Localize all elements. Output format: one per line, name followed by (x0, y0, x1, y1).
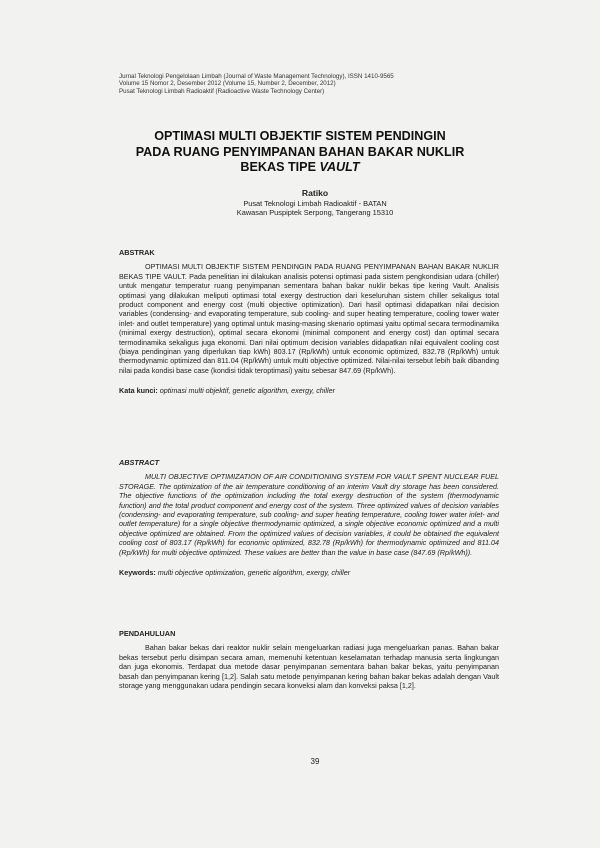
affiliation-line-2: Kawasan Puspiptek Serpong, Tangerang 15310 (236, 208, 394, 218)
journal-header-line-3: Pusat Teknologi Limbah Radioaktif (Radioactive Waste Technology Center) (119, 87, 325, 95)
journal-header-line-2: Volume 15 Nomor 2, Desember 2012 (Volume 15, Number 2, December, 2012) (119, 80, 336, 88)
abstrak-keywords (119, 386, 499, 395)
abstract-keywords-label: Keywords: (119, 568, 156, 578)
abstrak-section (119, 248, 499, 396)
journal-header-line-1: Jurnal Teknologi Pengelolaan Limbah (Journal of Waste Management Technology), ISSN 1410-9565 (119, 73, 394, 80)
paper-title (0, 129, 600, 176)
affiliation-line-1: Pusat Teknologi Limbah Radioaktif - BATAN (243, 199, 387, 208)
page-number: 39 (310, 757, 320, 766)
abstract-section (119, 458, 499, 577)
pendahuluan-text: Bahan bakar bekas dari reaktor nuklir selain mengeluarkan radiasi juga mengeluarkan panas. Bahan bakar bekas tersebut perlu disimpan secara aman, memenuhi ketentuan keselamatan terhadap manusia serta lingkungan dan juga ekonomis. Terdapat dua metode dasar penyimpanan sementara bahan bakar bekas, yaitu penyimpanan basah dan penyimpanan kering [1,2]. Salah satu metode penyimpanan kering bahan bakar bekas adalah dengan Vault storage yang menggunakan udara pendingin secara konveksi alam dan konveksi paksa [1,2]. (119, 643, 499, 691)
author-name: Ratiko (301, 188, 329, 198)
abstract-keywords (119, 568, 499, 577)
title-line-1: OPTIMASI MULTI OBJEKTIF SISTEM PENDINGIN (154, 129, 446, 143)
journal-header (119, 73, 394, 95)
abstrak-keywords-text: optimasi multi objektif, genetic algorithm, exergy, chiller (159, 386, 335, 396)
author-affiliation (0, 199, 600, 218)
abstract-keywords-text: multi objective optimization, genetic algorithm, exergy, chiller (157, 568, 351, 578)
title-line-3 (0, 160, 600, 176)
abstract-text: MULTI OBJECTIVE OPTIMIZATION OF AIR CONDITIONING SYSTEM FOR VAULT SPENT NUCLEAR FUEL STORAGE. The optimization of the air temperature conditioning of an interim Vault dry storage has been considered. The objective functions of the optimization including the total exergy destruction of the system (thermodynamic function) and the total product component and energy cost of the system. Three optimized values of decision variables (condensing- and evaporating temperature, sub cooling- and super heating temperature, cooling tower water inlet- and outlet temperature) for a single objective thermodynamic optimized, a single objective economic optimized and a multi objective optimized are obtained. From the optimized values of decision variables, it could be obtained the equivalent cooling cost of 803.17 (Rp/kWh) for economic optimized, 832.78 (Rp/kWh) for thermodynamic optimized and 811.04 (Rp/kWh) for multi objective optimized. These values are better than the value in base case (847.69 (Rp/kWh)). (119, 472, 499, 557)
abstrak-keywords-label: Kata kunci: (119, 386, 158, 396)
abstract-heading: ABSTRACT (119, 458, 160, 467)
abstrak-heading: ABSTRAK (119, 248, 155, 257)
pendahuluan-heading: PENDAHULUAN (119, 629, 176, 638)
title-line-3-plain: BEKAS TIPE (240, 160, 320, 174)
abstrak-text: OPTIMASI MULTI OBJEKTIF SISTEM PENDINGIN PADA RUANG PENYIMPANAN BAHAN BAKAR NUKLIR BEKAS TIPE VAULT. Pada penelitian ini dilakukan analisis potensi optimasi pada sistem pengkondisian udara (chiller) untuk mengatur temperatur ruang penyimpanan sementara bahan bakar nuklir bekas tipe kering Vault. Analisis optimasi yang dilakukan meliputi optimasi total exergy destruction dari keseluruhan sistem chiller sekaligus total product component and energy cost (multi objective optimization). Dari hasil optimasi didapatkan nilai decision variables (condensing- and evaporating temperature, sub cooling- and super heating temperature, cooling tower water inlet- and outlet temperature) yang optimal untuk masing-masing skenario optimasi yaitu optimal secara termodinamika (minimal exergy destruction), optimal secara ekonomi (minimal component and energy cost) dan optimal secara termodinamika sekaligus juga ekonomi. Dari nilai optimum decision variables didapatkan nilai equivalent cooling cost (biaya pendinginan yang diperlukan tiap kWh) 803.17 (Rp/kWh) untuk economic optimized, 832.78 (Rp/kWh) untuk thermodynamic optimized dan 811.04 (Rp/kWh) untuk multi objective optimized. Nilai-nilai tersebut lebih baik dibanding nilai pada kondisi base case (kondisi tidak teroptimasi) yaitu sebesar 847.69 (Rp/kWh). (119, 262, 499, 375)
title-line-2: PADA RUANG PENYIMPANAN BAHAN BAKAR NUKLIR (135, 144, 465, 159)
title-line-3-italic: VAULT (319, 160, 360, 174)
pendahuluan-section (119, 629, 499, 690)
